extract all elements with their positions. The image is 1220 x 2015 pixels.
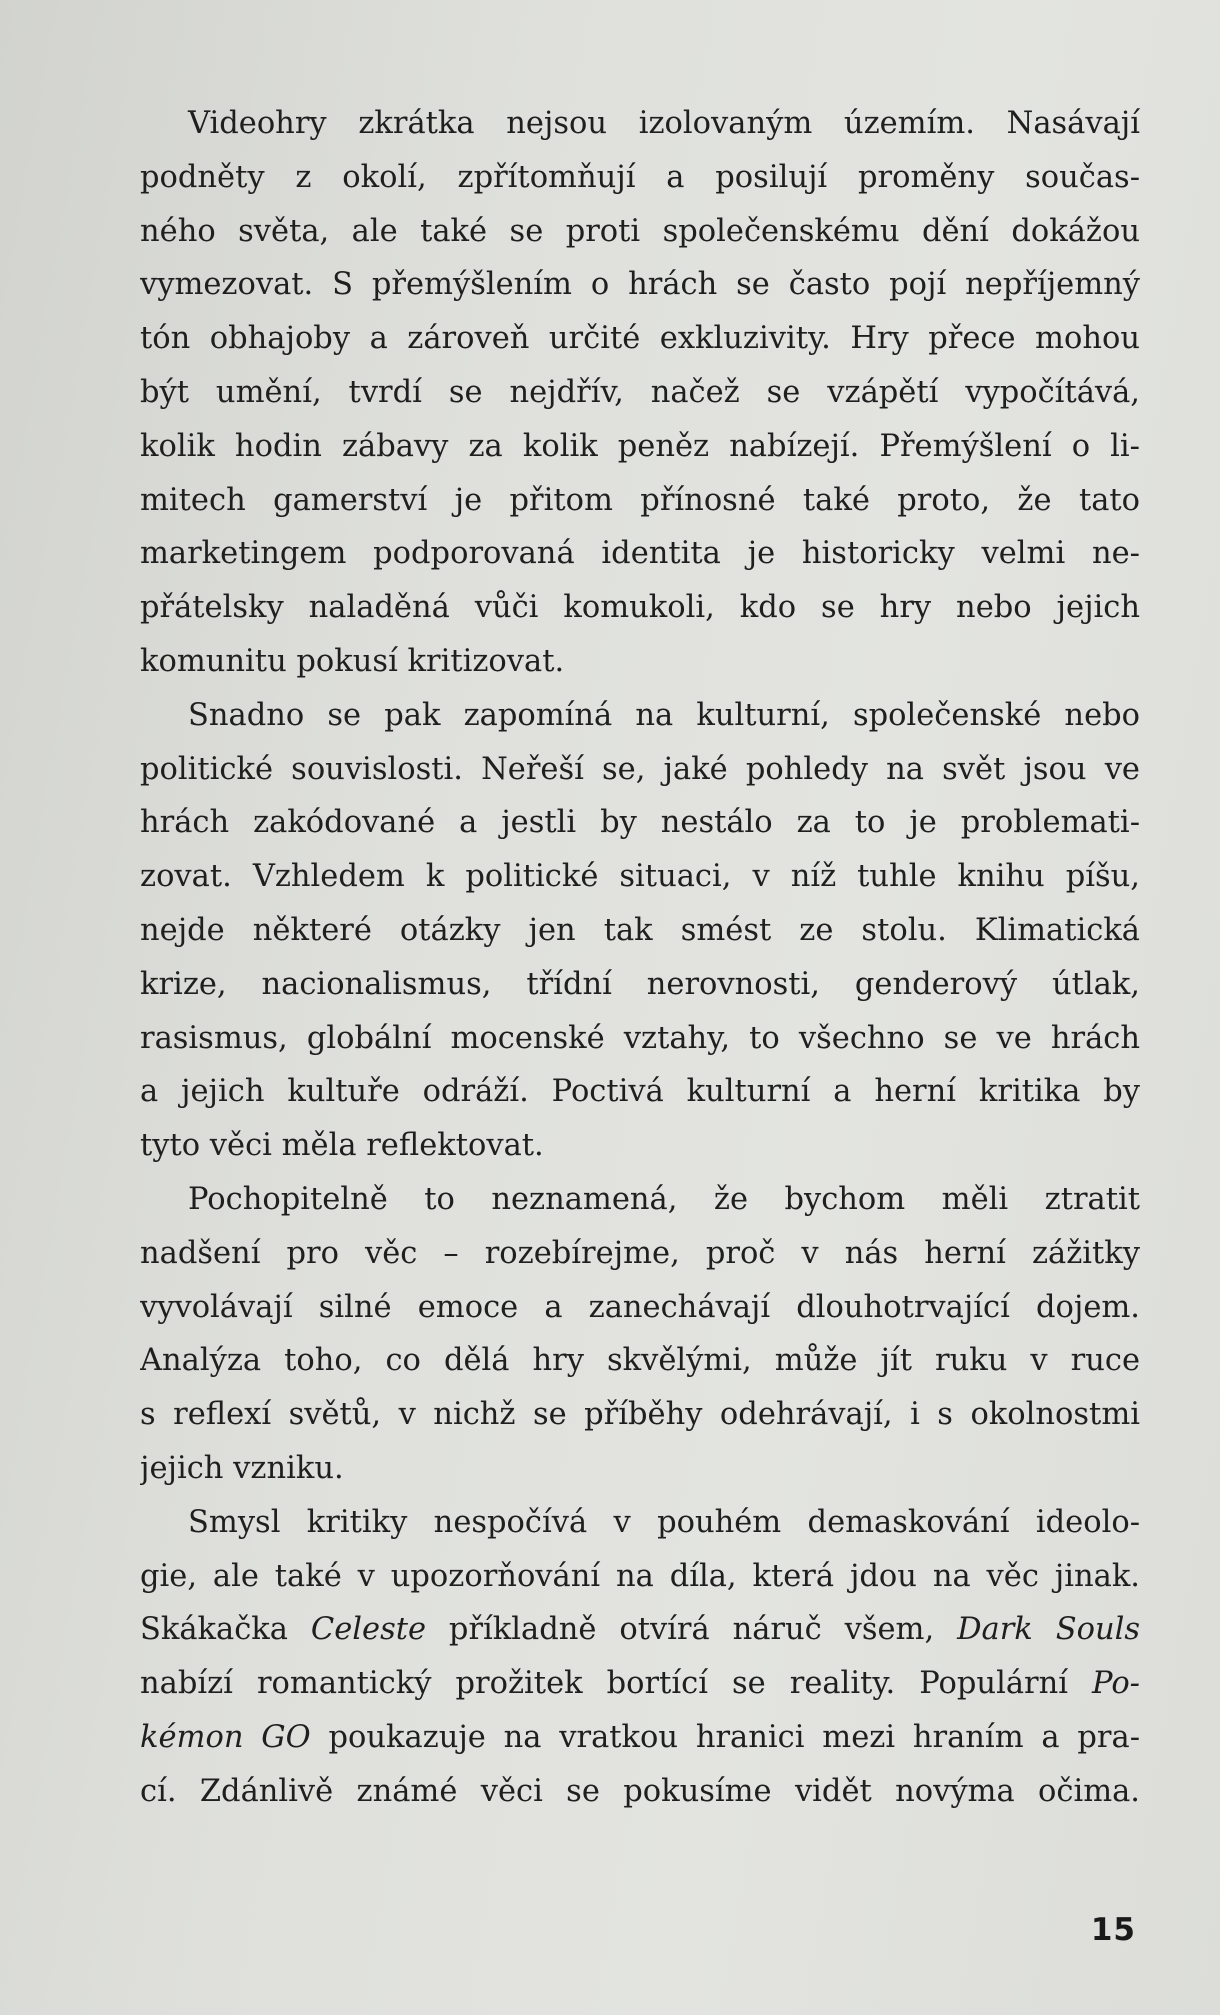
text-line: a jejich kultuře odráží. Poctivá kulturní a herní kritika by: [140, 1074, 1140, 1110]
text-line: rasismus, globální mocenské vztahy, to všechno se ve hrách: [140, 1020, 1140, 1056]
title-pokemon-go-part2: kémon GO: [140, 1719, 311, 1755]
title-celeste: Celeste: [310, 1612, 427, 1648]
text-line: gie, ale také v upozorňování na díla, která jdou na věc jinak.: [140, 1558, 1140, 1594]
title-pokemon-go-part1: Po-: [1092, 1666, 1140, 1702]
text-line: [140, 1711, 1140, 1765]
text-line: [140, 1657, 1140, 1711]
text-line: Pochopitelně to neznamená, že bychom měli ztratit: [188, 1181, 1140, 1217]
text-segment: Skákačka: [140, 1612, 311, 1648]
text-line: [140, 1603, 1140, 1657]
text-line: vyvolávají silné emoce a zanechávají dlouhotrvající dojem.: [140, 1289, 1140, 1325]
text-line: být umění, tvrdí se nejdřív, načež se vzápětí vypočítává,: [140, 374, 1140, 410]
text-line: tyto věci měla reflektovat.: [140, 1128, 544, 1164]
text-line: Smysl kritiky nespočívá v pouhém demaskování ideolo-: [188, 1504, 1140, 1540]
text-line: kolik hodin zábavy za kolik peněz nabízejí. Přemýšlení o li-: [140, 428, 1140, 464]
text-line: nejde některé otázky jen tak smést ze stolu. Klimatická: [140, 912, 1140, 948]
text-line: krize, nacionalismus, třídní nerovnosti, genderový útlak,: [140, 966, 1140, 1002]
text-line: nadšení pro věc – rozebírejme, proč v nás herní zážitky: [140, 1235, 1140, 1271]
text-line: cí. Zdánlivě známé věci se pokusíme vidět novýma očima.: [140, 1773, 1140, 1809]
text-segment: nabízí romantický prožitek bortící se reality. Populární: [140, 1666, 1093, 1702]
text-line: podněty z okolí, zpřítomňují a posilují proměny součas-: [140, 159, 1140, 195]
text-line: komunitu pokusí kritizovat.: [140, 643, 565, 679]
title-dark-souls: Dark Souls: [957, 1612, 1140, 1648]
text-segment: příkladně otvírá náruč všem,: [426, 1612, 958, 1648]
text-line: přátelsky naladěná vůči komukoli, kdo se hry nebo jejich: [140, 590, 1140, 626]
text-line: tón obhajoby a zároveň určité exkluzivity. Hry přece mohou: [140, 321, 1140, 357]
text-line: jejich vzniku.: [140, 1450, 344, 1486]
text-line: mitech gamerství je přitom přínosné také proto, že tato: [140, 482, 1140, 518]
text-line: marketingem podporovaná identita je historicky velmi ne-: [140, 536, 1140, 572]
text-line: politické souvislosti. Neřeší se, jaké pohledy na svět jsou ve: [140, 751, 1140, 787]
text-line: s reflexí světů, v nichž se příběhy odehrávají, i s okolnostmi: [140, 1397, 1140, 1433]
text-line: hrách zakódované a jestli by nestálo za to je problemati-: [140, 805, 1140, 841]
page-number: 15: [1090, 1912, 1136, 1948]
text-line: ného světa, ale také se proti společenskému dění dokážou: [140, 213, 1140, 249]
text-segment: poukazuje na vratkou hranici mezi hraním a pra-: [310, 1719, 1140, 1755]
body-text: [140, 97, 1140, 1819]
text-line: zovat. Vzhledem k politické situaci, v níž tuhle knihu píšu,: [140, 859, 1140, 895]
text-line: Videohry zkrátka nejsou izolovaným územím. Nasávají: [188, 106, 1140, 141]
text-line: vymezovat. S přemýšlením o hrách se často pojí nepříjemný: [140, 267, 1140, 303]
text-line: Snadno se pak zapomíná na kulturní, společenské nebo: [188, 697, 1140, 733]
text-line: Analýza toho, co dělá hry skvělými, může jít ruku v ruce: [140, 1343, 1140, 1379]
